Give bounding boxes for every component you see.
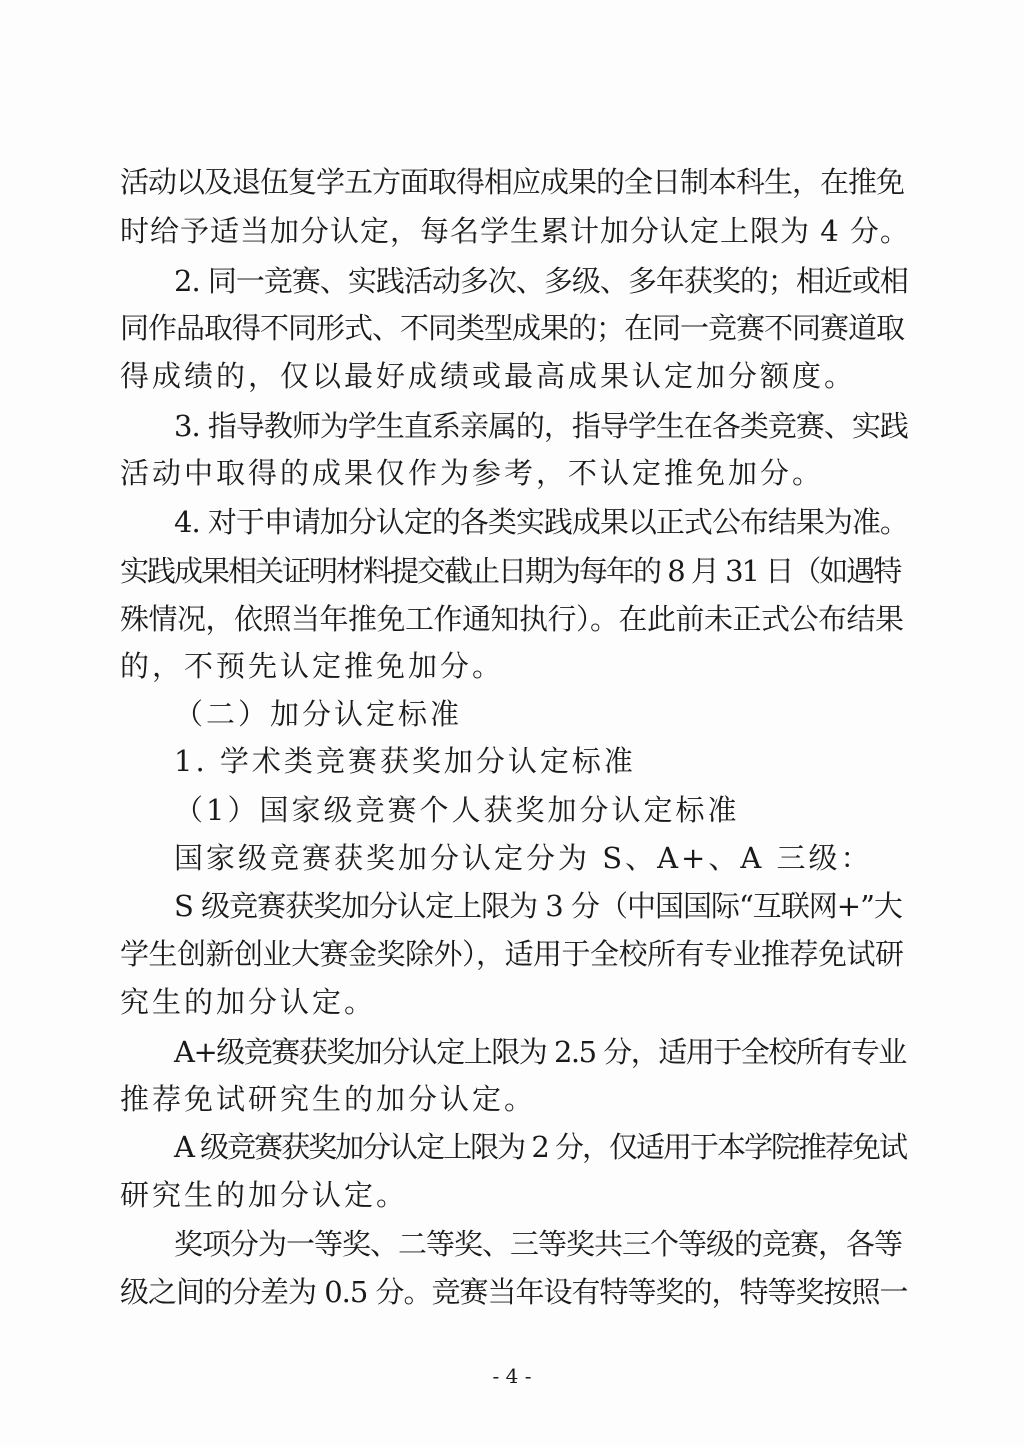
text-line: 推荐免试研究生的加分认定。 bbox=[120, 1082, 537, 1116]
text-line: 活动中取得的成果仅作为参考，不认定推免加分。 bbox=[120, 456, 825, 490]
text-line: S 级竞赛获奖加分认定上限为 3 分（中国国际“互联网+”大 bbox=[174, 889, 902, 923]
text-line: 活动以及退伍复学五方面取得相应成果的全日制本科生，在推免 bbox=[120, 165, 905, 199]
text-line: 国家级竞赛获奖加分认定分为 S、A+、A 三级： bbox=[174, 841, 873, 875]
text-line: 级之间的分差为 0.5 分。竞赛当年设有特等奖的，特等奖按照一 bbox=[120, 1275, 908, 1309]
text-line: 奖项分为一等奖、二等奖、三等奖共三个等级的竞赛，各等 bbox=[174, 1227, 903, 1261]
text-line: A+级竞赛获奖加分认定上限为 2.5 分，适用于全校所有专业 bbox=[174, 1035, 906, 1069]
text-line: 的，不预先认定推免加分。 bbox=[120, 649, 505, 683]
subsection-heading: 1. 学术类竞赛获奖加分认定标准 bbox=[174, 744, 636, 778]
text-line: A 级竞赛获奖加分认定上限为 2 分，仅适用于本学院推荐免试 bbox=[174, 1130, 907, 1164]
text-line: 究生的加分认定。 bbox=[120, 985, 377, 1019]
text-line: 殊情况，依照当年推免工作通知执行）。在此前未正式公布结果 bbox=[120, 602, 904, 636]
text-line: 2. 同一竞赛、实践活动多次、多级、多年获奖的；相近或相 bbox=[174, 264, 908, 298]
text-line: 4. 对于申请加分认定的各类实践成果以正式公布结果为准。 bbox=[174, 505, 908, 539]
text-line: 研究生的加分认定。 bbox=[120, 1178, 409, 1212]
text-line: 学生创新创业大赛金奖除外），适用于全校所有专业推荐免试研 bbox=[120, 937, 904, 971]
text-line: 3. 指导教师为学生直系亲属的，指导学生在各类竞赛、实践 bbox=[174, 409, 908, 443]
page-number: - 4 - bbox=[492, 1364, 532, 1388]
text-line: 实践成果相关证明材料提交截止日期为每年的 8 月 31 日（如遇特 bbox=[120, 554, 901, 588]
text-line: 得成绩的，仅以最好成绩或最高成果认定加分额度。 bbox=[120, 359, 857, 393]
section-heading: （二）加分认定标准 bbox=[174, 697, 463, 731]
text-line: 时给予适当加分认定，每名学生累计加分认定上限为 4 分。 bbox=[120, 214, 910, 248]
text-line: 同作品取得不同形式、不同类型成果的；在同一竞赛不同赛道取 bbox=[120, 311, 905, 345]
subsection-heading: （1）国家级竞赛个人获奖加分认定标准 bbox=[174, 793, 740, 827]
